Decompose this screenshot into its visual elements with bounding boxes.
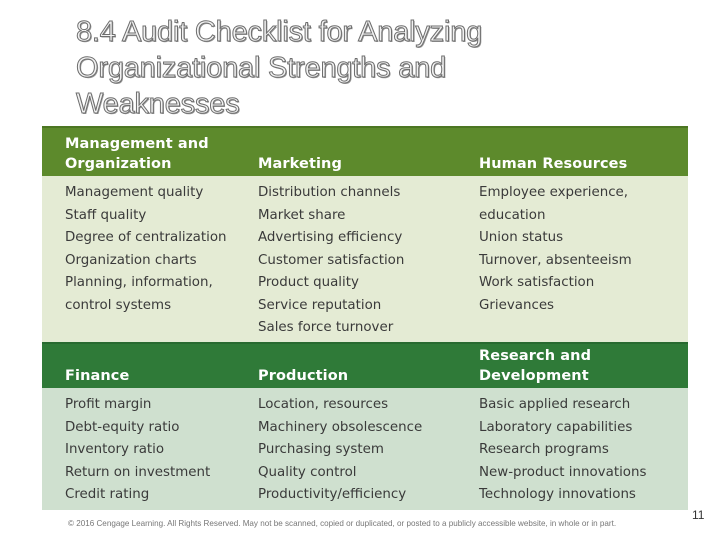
header-finance [65, 366, 245, 386]
section-body [42, 388, 688, 510]
header-research-development [479, 346, 679, 386]
header-line: Human Resources [479, 156, 628, 172]
list-item: Location, resources [258, 397, 389, 412]
list-marketing [258, 182, 458, 340]
list-item: Union status [479, 230, 564, 245]
header-line: Finance [65, 368, 130, 384]
page-number: 11 [692, 508, 705, 522]
slide-title [76, 14, 676, 122]
section-header-row [42, 342, 688, 390]
header-human-resources [479, 154, 679, 174]
section-body [42, 176, 688, 342]
list-item: Basic applied research [479, 397, 631, 412]
header-line: Development [479, 368, 589, 384]
audit-checklist-table [42, 126, 688, 510]
list-production [258, 394, 458, 507]
header-marketing [258, 154, 458, 174]
title-line: 8.4 Audit Checklist for Analyzing [76, 16, 483, 48]
list-item: Productivity/efficiency [258, 487, 407, 502]
list-item: Turnover, absenteeism [479, 252, 632, 268]
list-item: Credit rating [65, 487, 150, 502]
list-item: control systems [65, 297, 172, 313]
list-research-development [479, 394, 679, 507]
list-item: Inventory ratio [65, 442, 165, 457]
list-management-organization [65, 182, 245, 317]
title-line: Weaknesses [76, 88, 240, 120]
list-item: education [479, 207, 546, 223]
list-item: Organization charts [65, 252, 197, 268]
header-line: Marketing [258, 156, 342, 172]
list-item: Quality control [258, 464, 357, 480]
list-human-resources [479, 182, 679, 317]
title-line: Organizational Strengths and [76, 52, 447, 84]
list-item: Degree of centralization [65, 230, 227, 245]
list-item: Sales force turnover [258, 320, 394, 335]
list-item: Purchasing system [258, 442, 384, 457]
list-item: Customer satisfaction [258, 252, 405, 268]
list-item: Machinery obsolescence [258, 419, 423, 435]
list-item: Market share [258, 207, 346, 223]
list-item: Grievances [479, 297, 555, 313]
list-item: Work satisfaction [479, 275, 595, 290]
list-item: Management quality [65, 185, 204, 200]
list-item: Profit margin [65, 397, 152, 412]
list-item: Staff quality [65, 207, 147, 223]
copyright-footer: © 2016 Cengage Learning. All Rights Reserved. May not be scanned, copied or duplicated, or posted to a publicly accessible website, in whole or in part. [68, 519, 617, 528]
list-item: Technology innovations [479, 487, 636, 502]
header-line: Production [258, 368, 349, 384]
list-item: Return on investment [65, 464, 211, 480]
list-item: Employee experience, [479, 185, 629, 200]
list-item: Distribution channels [258, 185, 401, 200]
list-item: Service reputation [258, 297, 382, 313]
list-item: Planning, information, [65, 275, 213, 290]
header-management-organization [65, 134, 245, 174]
list-item: Advertising efficiency [258, 230, 403, 245]
header-line: Management and [65, 136, 209, 152]
header-line: Research and [479, 348, 592, 364]
section-header-row [42, 126, 688, 178]
header-production [258, 366, 458, 386]
header-line: Organization [65, 156, 172, 172]
list-item: Product quality [258, 275, 359, 290]
list-item: Laboratory capabilities [479, 419, 633, 435]
list-item: Debt-equity ratio [65, 419, 180, 435]
list-finance [65, 394, 245, 507]
list-item: Research programs [479, 442, 609, 457]
list-item: New-product innovations [479, 464, 647, 480]
